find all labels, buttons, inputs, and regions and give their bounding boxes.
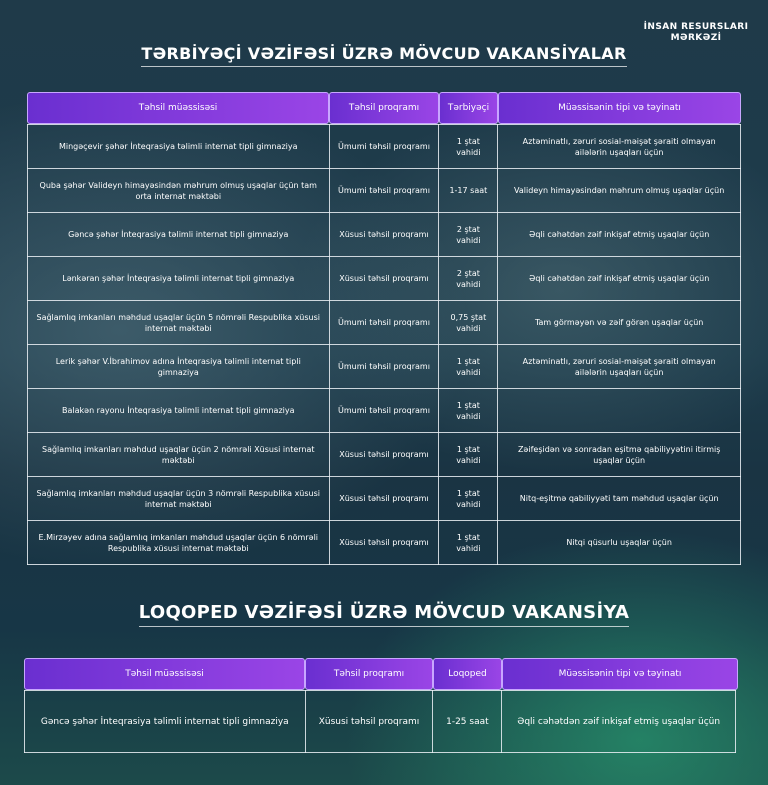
- cell-positions: 0,75 ştat vahidi: [439, 301, 498, 345]
- cell-type: Əqli cəhətdən zəif inkişaf etmiş uşaqlar üçün: [498, 213, 741, 257]
- cell-program: Ümumi təhsil proqramı: [329, 301, 439, 345]
- table-row: [28, 477, 741, 521]
- cell-institution: Balakən rayonu İnteqrasiya təlimli internat tipli gimnaziya: [28, 389, 330, 433]
- header-speech-therapist: Loqoped: [433, 658, 502, 690]
- table-row: [28, 125, 741, 169]
- cell-institution: Lənkəran şəhər İnteqrasiya təlimli internat tipli gimnaziya: [28, 257, 330, 301]
- cell-institution: Quba şəhər Valideyn himayəsindən məhrum olmuş uşaqlar üçün tam orta internat məktəbi: [28, 169, 330, 213]
- logo-line-1: İNSAN RESURSLARI: [643, 22, 749, 32]
- table-row: [28, 257, 741, 301]
- header-program: Təhsil proqramı: [305, 658, 433, 690]
- cell-positions: 1 ştat vahidi: [439, 345, 498, 389]
- cell-type: Aztəminatlı, zəruri sosial-məişət şəraiti olmayan ailələrin uşaqları üçün: [498, 125, 741, 169]
- cell-program: Ümumi təhsil proqramı: [329, 169, 439, 213]
- cell-positions: 1 ştat vahidi: [439, 433, 498, 477]
- table-row: [28, 433, 741, 477]
- header-institution: Təhsil müəssisəsi: [27, 92, 329, 124]
- cell-type: Nitq-eşitmə qabiliyyəti tam məhdud uşaqlar üçün: [498, 477, 741, 521]
- header-teacher: Tərbiyəçi: [439, 92, 498, 124]
- table-row: [28, 213, 741, 257]
- cell-type: Əqli cəhətdən zəif inkişaf etmiş uşaqlar üçün: [502, 691, 736, 753]
- header-type: Müəssisənin tipi və təyinatı: [502, 658, 738, 690]
- cell-institution: Sağlamlıq imkanları məhdud uşaqlar üçün 2 nömrəli Xüsusi internat məktəbi: [28, 433, 330, 477]
- section-2-table: [24, 690, 736, 753]
- cell-institution: Sağlamlıq imkanları məhdud uşaqlar üçün 3 nömrəli Respublika xüsusi internat məktəbi: [28, 477, 330, 521]
- cell-positions: 1-17 saat: [439, 169, 498, 213]
- table-row: [28, 301, 741, 345]
- cell-positions: 2 ştat vahidi: [439, 213, 498, 257]
- cell-type: [498, 389, 741, 433]
- table-row: [28, 521, 741, 565]
- table-row: [25, 691, 736, 753]
- cell-positions: 1-25 saat: [433, 691, 502, 753]
- cell-program: Xüsusi təhsil proqramı: [329, 521, 439, 565]
- header-type: Müəssisənin tipi və təyinatı: [498, 92, 741, 124]
- cell-program: Ümumi təhsil proqramı: [329, 125, 439, 169]
- section-1-table: [27, 124, 741, 565]
- cell-program: Xüsusi təhsil proqramı: [329, 433, 439, 477]
- section-1-title: TƏRBİYƏÇİ VƏZİFƏSİ ÜZRƏ MÖVCUD VAKANSİYALAR: [0, 44, 768, 67]
- table-row: [28, 169, 741, 213]
- cell-program: Ümumi təhsil proqramı: [329, 345, 439, 389]
- cell-institution: E.Mirzəyev adına sağlamlıq imkanları məhdud uşaqlar üçün 6 nömrəli Respublika xüsusi internat məktəbi: [28, 521, 330, 565]
- table-row: [28, 389, 741, 433]
- cell-program: Xüsusi təhsil proqramı: [329, 477, 439, 521]
- cell-positions: 1 ştat vahidi: [439, 389, 498, 433]
- section-1-header-row: [27, 92, 741, 124]
- cell-institution: Gəncə şəhər İnteqrasiya təlimli internat tipli gimnaziya: [25, 691, 306, 753]
- cell-type: Valideyn himayəsindən məhrum olmuş uşaqlar üçün: [498, 169, 741, 213]
- cell-institution: Sağlamlıq imkanları məhdud uşaqlar üçün 5 nömrəli Respublika xüsusi internat məktəbi: [28, 301, 330, 345]
- cell-program: Xüsusi təhsil proqramı: [305, 691, 433, 753]
- section-2-title: LOQOPED VƏZİFƏSİ ÜZRƏ MÖVCUD VAKANSİYA: [0, 602, 768, 627]
- cell-positions: 1 ştat vahidi: [439, 477, 498, 521]
- cell-program: Xüsusi təhsil proqramı: [329, 257, 439, 301]
- logo: [636, 22, 756, 44]
- cell-type: Tam görməyən və zəif görən uşaqlar üçün: [498, 301, 741, 345]
- cell-institution: Lerik şəhər V.İbrahimov adına İnteqrasiya təlimli internat tipli gimnaziya: [28, 345, 330, 389]
- logo-line-2: MƏRKƏZİ: [670, 33, 722, 43]
- cell-type: Aztəminatlı, zəruri sosial-məişət şəraiti olmayan ailələrin uşaqları üçün: [498, 345, 741, 389]
- cell-type: Əqli cəhətdən zəif inkişaf etmiş uşaqlar üçün: [498, 257, 741, 301]
- header-program: Təhsil proqramı: [329, 92, 439, 124]
- cell-program: Ümumi təhsil proqramı: [329, 389, 439, 433]
- cell-type: Nitqi qüsurlu uşaqlar üçün: [498, 521, 741, 565]
- header-institution: Təhsil müəssisəsi: [24, 658, 305, 690]
- cell-positions: 1 ştat vahidi: [439, 521, 498, 565]
- section-2-header-row: [24, 658, 738, 690]
- cell-program: Xüsusi təhsil proqramı: [329, 213, 439, 257]
- cell-institution: Gəncə şəhər İnteqrasiya təlimli internat tipli gimnaziya: [28, 213, 330, 257]
- cell-type: Zəifeşidən və sonradan eşitmə qabiliyyətini itirmiş uşaqlar üçün: [498, 433, 741, 477]
- cell-positions: 1 ştat vahidi: [439, 125, 498, 169]
- cell-positions: 2 ştat vahidi: [439, 257, 498, 301]
- table-row: [28, 345, 741, 389]
- cell-institution: Mingəçevir şəhər İnteqrasiya təlimli internat tipli gimnaziya: [28, 125, 330, 169]
